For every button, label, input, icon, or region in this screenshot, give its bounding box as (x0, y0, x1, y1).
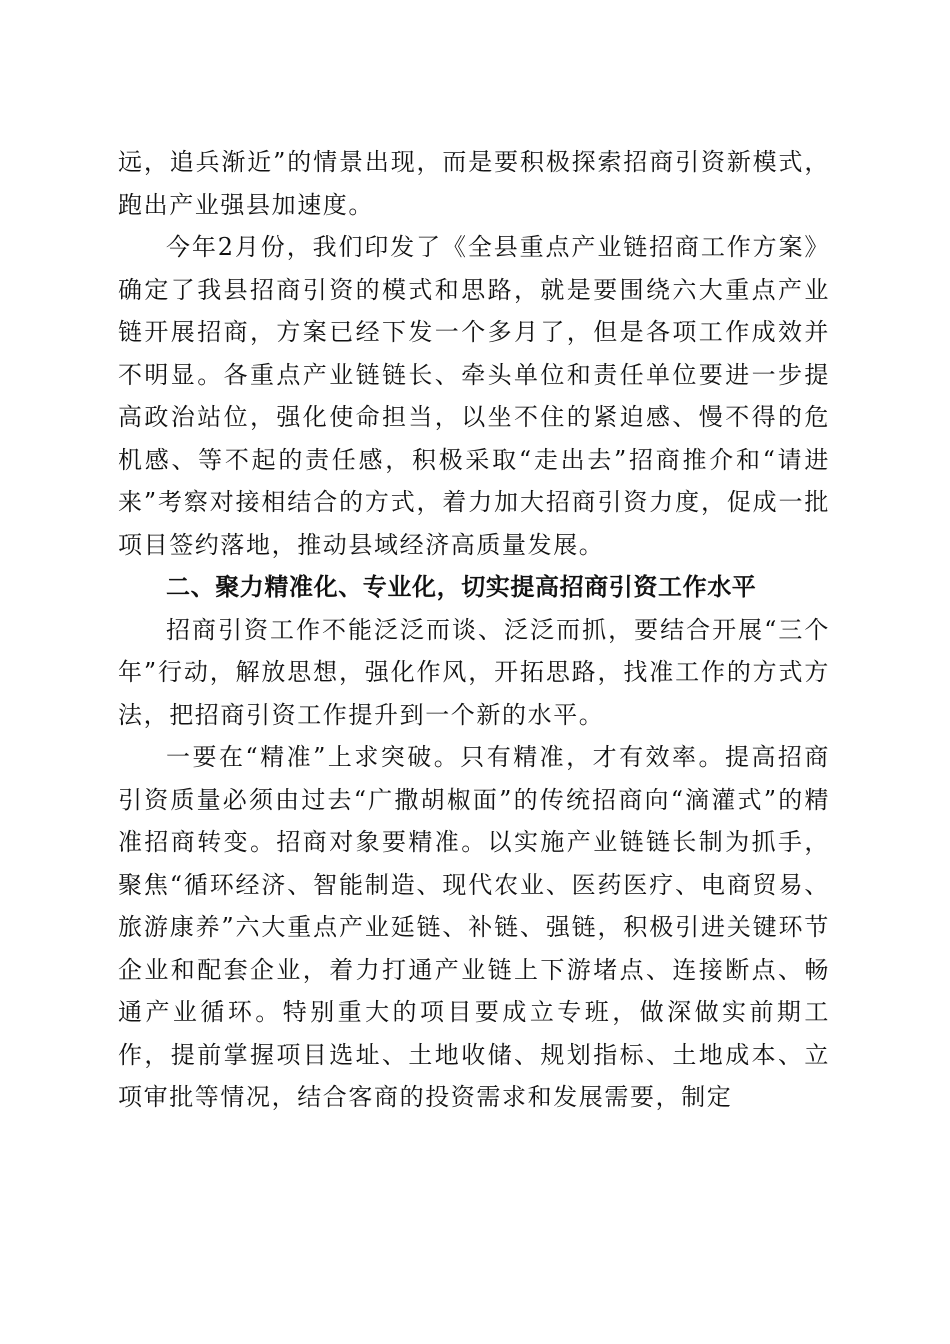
paragraph-precision: 一要在“精准”上求突破。只有精准，才有效率。提高招商引资质量必须由过去“广撒胡椒面”的传统招商向“滴灌式”的精准招商转变。招商对象要精准。以实施产业链链长制为抓手，聚焦“循环经济、智能制造、现代农业、医药医疗、电商贸易、旅游康养”六大重点产业延链、补链、强链，积极引进关键环节企业和配套企业，着力打通产业链上下游堵点、连接断点、畅通产业循环。特别重大的项目要成立专班，做深做实前期工作，提前掌握项目选址、土地收储、规划指标、土地成本、立项审批等情况，结合客商的投资需求和发展需要，制定 (118, 743, 830, 1111)
document-body (118, 141, 830, 1119)
paragraph-continuation: 远，追兵渐近”的情景出现，而是要积极探索招商引资新模式，跑出产业强县加速度。 (118, 148, 830, 219)
paragraph-three-years: 招商引资工作不能泛泛而谈、泛泛而抓，要结合开展“三个年”行动，解放思想，强化作风，开拓思路，找准工作的方式方法，把招商引资工作提升到一个新的水平。 (118, 615, 830, 729)
paragraph-work-plan: 今年2月份，我们印发了《全县重点产业链招商工作方案》确定了我县招商引资的模式和思路，就是要围绕六大重点产业链开展招商，方案已经下发一个多月了，但是各项工作成效并不明显。各重点产业链链长、牵头单位和责任单位要进一步提高政治站位，强化使命担当，以坐不住的紧迫感、慢不得的危机感、等不起的责任感，积极采取“走出去”招商推介和“请进来”考察对接相结合的方式，着力加大招商引资力度，促成一批项目签约落地，推动县域经济高质量发展。 (118, 233, 830, 559)
section-heading-2: 二、聚力精准化、专业化，切实提高招商引资工作水平 (166, 573, 757, 601)
